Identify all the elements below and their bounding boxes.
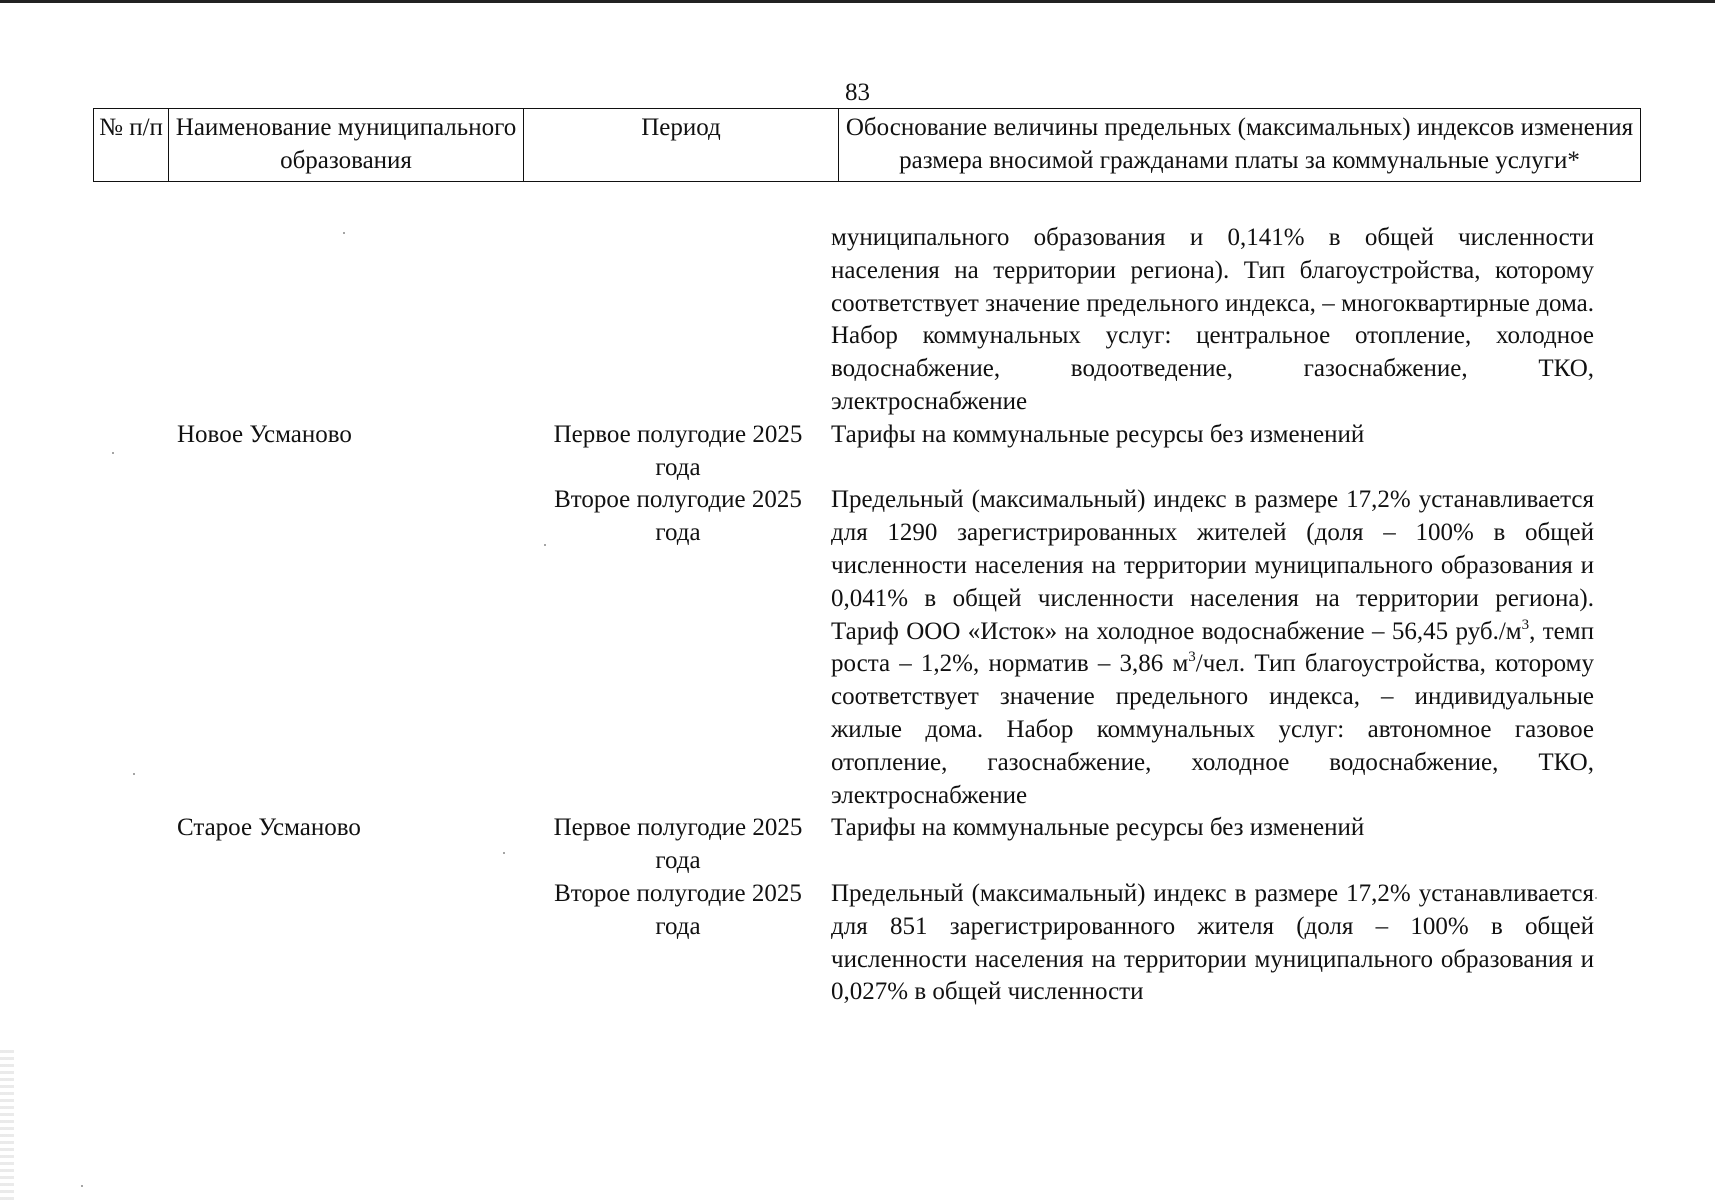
period-cell: Второе полугодие 2025 года: [554, 879, 802, 940]
justification-text: Предельный (максимальный) индекс в размере 17,2% устанавливается для 851 зарегистрированного жителя (доля – 100% в общей численности населения на территории муниципального образования и 0,027% в общей численности: [831, 879, 1594, 1006]
period-cell: Первое полугодие 2025 года: [553, 814, 803, 875]
scan-speck: [81, 1185, 83, 1187]
top-scan-border: [0, 0, 1715, 3]
header-col-num: № п/п: [94, 109, 169, 182]
municipality-name: Старое Усманово: [177, 814, 361, 842]
scan-speck: [503, 852, 505, 854]
justification-text: Тарифы на коммунальные ресурсы без изменений: [831, 814, 1365, 842]
scan-edge-noise: [0, 1050, 14, 1200]
header-col-justification: Обоснование величины предельных (максимальных) индексов изменения размера вносимой гражданами платы за коммунальные услуги*: [839, 109, 1641, 182]
justification-text: Предельный (максимальный) индекс в размере 17,2% устанавливается для 1290 зарегистрированных жителей (доля – 100% в общей численности населения на территории муниципального образования и 0,041% в общей численности населения на территории региона). Тариф ООО «Исток» на холодное водоснабжение – 56,45 $руб./м^3$, темп роста – 1,2%, норматив – 3,86 $м^3$/чел. Тип благоустройства, которому соответствует значение предельного индекса, – индивидуальные жилые дома. Набор коммунальных услуг: автономное газовое отопление, газоснабжение, холодное водоснабжение, ТКО, электроснабжение: [831, 486, 1594, 809]
period-cell: Первое полугодие 2025 года: [553, 420, 803, 481]
table-row: [93, 419, 1604, 485]
scan-speck: [1595, 897, 1597, 899]
header-col-name: Наименование муниципального образования: [169, 109, 524, 182]
table-body: [93, 222, 1604, 1009]
page-number: 83: [845, 79, 870, 106]
header-col-period: Период: [524, 109, 839, 182]
period-cell: Второе полугодие 2025 года: [554, 486, 802, 547]
table-header: [93, 108, 1641, 182]
scan-speck: [133, 773, 135, 775]
continuation-text: муниципального образования и 0,141% в общей численности населения на территории региона). Тип благоустройства, которому соответствует значение предельного индекса, – многоквартирные дома. Набор коммунальных услуг: центральное отопление, холодное водоснабжение, водоотведение, газоснабжение, ТКО, электроснабжение: [831, 224, 1594, 415]
scan-speck: [343, 232, 345, 234]
justification-text: Тарифы на коммунальные ресурсы без изменений: [831, 420, 1365, 448]
table-row: [93, 484, 1604, 812]
table-row: [93, 878, 1604, 1009]
municipality-name: Новое Усманово: [177, 420, 352, 448]
scan-speck: [544, 544, 546, 546]
scan-speck: [112, 452, 114, 454]
table-row: [93, 222, 1604, 419]
table-row: [93, 812, 1604, 878]
